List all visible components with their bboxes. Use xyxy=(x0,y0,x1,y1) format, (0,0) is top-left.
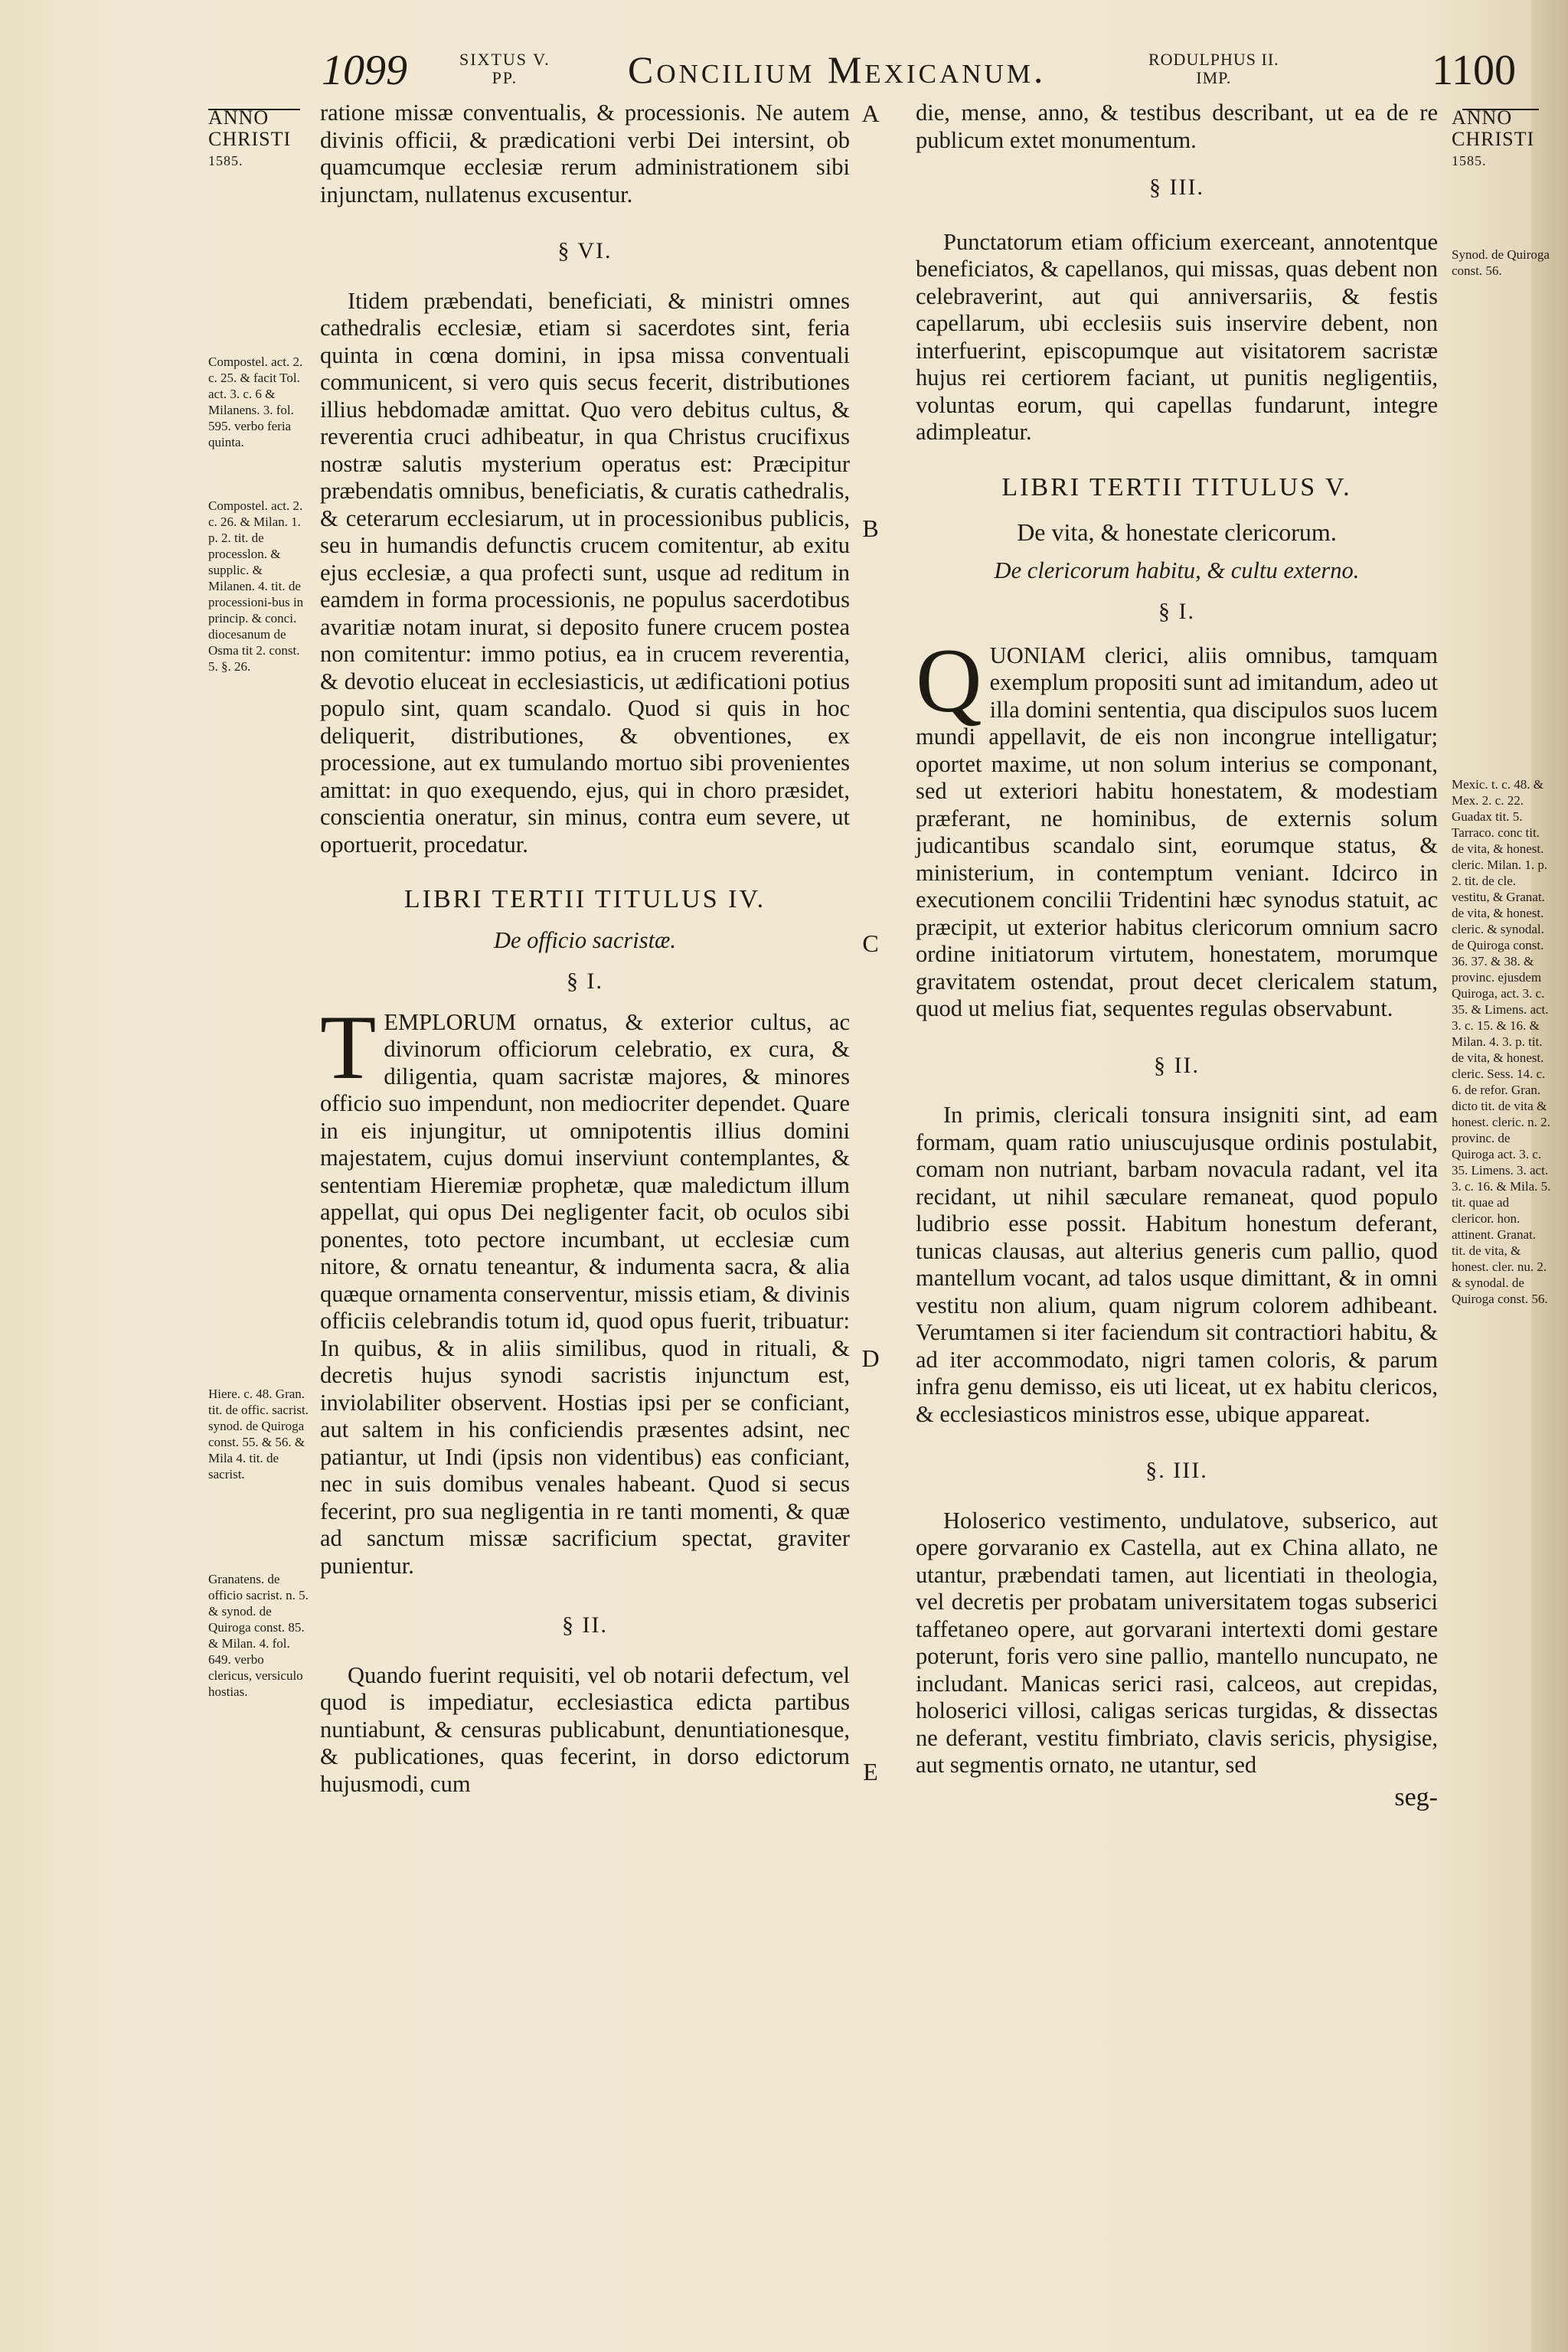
paragraph-section-2: Quando fuerint requisiti, vel ob notarii defectum, vel quod is impediatur, ecclesiastica edicta partibus nuntiabunt, & censuras publicabunt, denuntiationesque, & publicationes, quas fecerint, in dorso edictorum hujusmodi, cum xyxy=(320,1661,850,1797)
dropcap-t: T xyxy=(320,995,377,1098)
margin-note-left-1: Compostel. act. 2. c. 25. & facit Tol. act. 3. c. 6 & Milanens. 3. fol. 595. verbo feria quinta. xyxy=(208,354,303,449)
titulus-4-subtitle: De officio sacristæ. xyxy=(493,926,677,953)
paragraph-section-1 xyxy=(320,995,850,1580)
paragraph-section-3: Holoserico vestimento, undulatove, subserico, aut opere gorvaranio ex Castella, aut ex China allato, ne utantur, præbendati tamen, aut licentiati in theologia, vel decretis per probatam universitatem togas subserici taffetaneo opere, aut gorvarani intertexti domi gestare poterunt, foris vero sine pallio, mantello nuncupato, ne includant. Manicas serici rasi, calceos, aut crepidas, holoserici villosi, caligas sericas turgidas, & dissectas ne deferant, vestitu fimbriato, clavis sericis, physigise, aut segmentis ornato, ne utantur, sed xyxy=(916,1507,1438,1778)
anno-label: ANNO xyxy=(208,106,270,129)
section-heading-2: § II. xyxy=(1154,1052,1200,1078)
paragraph-continued: ratione missæ conventualis, & processionis. Ne autem divinis officii, & prædicationi verbi Dei intersint, ob quamcumque ecclesiæ rerum administrationem sibi injunctam, nullatenus excusentur. xyxy=(320,100,850,207)
section-letter-d: D xyxy=(861,1344,880,1372)
section-heading-3a: § III. xyxy=(1149,175,1204,200)
christi-label: CHRISTI xyxy=(208,128,292,150)
section-heading-1: § I. xyxy=(1158,599,1195,624)
running-head-right xyxy=(1148,51,1279,87)
section-letter-a: A xyxy=(861,100,880,127)
text-column-left xyxy=(320,100,850,1798)
running-title: Concilium Mexicanum. xyxy=(628,48,1047,91)
section-heading-6: § VI. xyxy=(557,238,612,263)
section-heading-2: § II. xyxy=(562,1612,608,1638)
titulus-5-subheading: De clericorum habitu, & cultu externo. xyxy=(994,557,1360,583)
catchword: seg- xyxy=(1394,1782,1438,1811)
running-head-right-line2: IMP. xyxy=(1196,68,1232,87)
paragraph-section-1-text: EMPLORUM ornatus, & exterior cultus, ac divinorum officiorum celebratio, ex cura, & diligentia, quam sacristæ majores, & minores officio suo impendunt, non mediocriter dependet. Quare in eis injungitur, ut omnipotentis illius domini majestatem, cujus domui inserviunt contemplantes, & sententiam Hieremiæ prophetæ, quæ maledictum illum appellat, qui opus Dei negligenter facit, ob oculos sibi ponentes, toto pectore incumbant, ut ecclesiæ cum nitore, & ornatu teneantur, & indumenta sacra, & alia quæque ornamenta conserventur, missis etiam, & divinis officiis celebrandis totum id, quod opus fuerit, tribuatur: In quibus, & in aliis similibus, quod in rituali, & decretis hujus synodi sacristis injunctum est, inviolabiliter observent. Hostias ipsi per se conficiant, aut saltem in his conficiendis præsentes adsint, nec patiantur, ut Indi (ipsis non videntibus) eas conficiant, nec in suis domibus venales habeant. Quod si secus fecerint, pro sua negligentia in re tanti momenti, & quæ ad sanctum missæ sacrificium spectat, graviter punientur. xyxy=(320,1008,850,1579)
margin-note-right-1: Synod. de Quiroga const. 56. xyxy=(1452,247,1550,278)
paragraph-section-1 xyxy=(916,629,1438,1023)
running-head-left xyxy=(459,51,550,87)
margin-note-left-2: Compostel. act. 2. c. 26. & Milan. 1. p. 2. tit. de processlon. & supplic. & Milanen. 4. tit. de processioni-bus in princip. & conci. diocesanum de Osma tit 2. const. 5. §. 26. xyxy=(208,498,304,674)
section-heading-1: § I. xyxy=(567,969,603,994)
section-heading-3: §. III. xyxy=(1145,1458,1208,1483)
titulus-5-subtitle: De vita, & honestate clericorum. xyxy=(1017,518,1337,546)
section-letter-e: E xyxy=(863,1758,878,1785)
running-head-left-line1: SIXTUS V. xyxy=(459,50,550,69)
anno-year: 1585. xyxy=(1452,153,1487,168)
text-column-right xyxy=(916,100,1438,1811)
running-head-right-line1: RODULPHUS II. xyxy=(1148,50,1279,69)
page-number-right: 1100 xyxy=(1432,47,1516,94)
section-letter-b: B xyxy=(862,514,879,542)
page-number-left: 1099 xyxy=(322,47,407,94)
paragraph-section-2: In primis, clericali tonsura insigniti sint, ad eam formam, quam ratio uniuscujusque ordinis postulabit, comam non nutriant, barbam novacula radant, vel ita recidant, ut nihil sæculare remaneat, quod populo ludibrio esse possit. Habitum honestum deferant, tunicas clausas, aut alterius generis cum pallio, quod mantellum vocant, ad talos usque dimittant, & in omni vestitu non alium, quam nigrum colorem adhibeant. Verumtamen si iter faciendum sit contractiori habitu, & ad iter accommodato, nigri tamen coloris, & parum infra genu demisso, eis uti liceat, ut ex habitu clericos, & ecclesiasticos ministros esse, ubique appareat. xyxy=(916,1102,1438,1427)
running-head-left-line2: PP. xyxy=(492,68,518,87)
margin-note-left-3: Hiere. c. 48. Gran. tit. de offic. sacrist. synod. de Quiroga const. 55. & 56. & Mila 4. tit. de sacrist. xyxy=(208,1387,309,1481)
titulus-4-heading: LIBRI TERTII TITULUS IV. xyxy=(403,885,766,913)
anno-christi-left xyxy=(208,107,311,172)
margin-note-right-2: Mexic. t. c. 48. & Mex. 2. c. 22. Guadax tit. 5. Tarraco. conc tit. de vita, & honest. cleric. Milan. 1. p. 2. tit. de cle. vestitu, & Granat. de vita, & honest. cleric. & synodal. de Quiroga const. 36. 37. & 38. & provinc. ejusdem Quiroga, act. 3. c. 35. & Limens. act. 3. c. 15. & 16. & Milan. 4. 3. p. tit. de vita, & honest. cleric. Sess. 14. c. 6. de refor. Gran. dicto tit. de vita & honest. cleric. n. 2. provinc. de Quiroga act. 3. c. 35. Limens. 3. act. 3. c. 16. & Mila. 5. tit. quae ad clericor. hon. attinent. Granat. tit. de vita, & honest. cler. nu. 2. & synodal. de Quiroga const. 56. xyxy=(1452,777,1551,1306)
margin-note-left-4: Granatens. de officio sacrist. n. 5. & synod. de Quiroga const. 85. & Milan. 4. fol. 649. verbo clericus, versiculo hostias. xyxy=(208,1572,309,1699)
titulus-5-heading: LIBRI TERTII TITULUS V. xyxy=(1001,472,1352,501)
dropcap-q: Q xyxy=(916,629,982,731)
paragraph-section-6: Itidem præbendati, beneficiati, & ministri omnes cathedralis ecclesiæ, etiam si sacerdotes sint, feria quinta in cœna domini, in ipsa missa conventuali communicent, si vero quis secus fecerit, distributiones illius hebdomadæ amittat. Quo vero debitus cultus, & reverentia cruci adhibeatur, in qua Christus crucifixus nostræ salutis mysterium operatus est: Præcipitur præbendatis omnibus, beneficiatis, & curatis cathedralis, & ceterarum ecclesiarum, ut in processionibus publicis, seu in humandis defunctis crucem comitentur, ab exitu ejus ecclesiæ, a qua profecti sunt, usque ad reditum in eamdem in forma processionis, ne populus sacerdotibus avaritiæ notam inurat, si deposito funere crucem postea non comitentur: immo potius, ea in crucem reverentia, & devotio eluceat in ecclesiasticis, ut ædificationi potius populo sint, quam scandalo. Quod si quis in hoc deliquerit, distributiones, & obventiones, ex processione, aut ex tumulando mortuo sibi provenientes amittat: in quo exequendo, ejus, qui in choro præsidet, conscientia oneratur, sin minus, contra eum severe, ut oportuerit, procedatur. xyxy=(320,287,850,858)
paragraph-section-1-text: UONIAM clerici, aliis omnibus, tamquam exemplum propositi sunt ad imitandum, adeo ut illa domini sententia, qua discipulos suos lucem mundi appellavit, de eis non incongrue intelligatur; oportet maxime, ut non solum interius se componant, sed ut exteriori habitu honestatem, & modestiam præferant, ne hominibus, de externis solum judicantibus scandalo sint, eorumque status, & ministerium, in contemptum veniant. Idcirco in executionem concilii Tridentini hæc synodus statuit, ac præcipit, ut exterior habitus clericorum omnium sacro ordine initiatorum virtutem, honestatem, morumque gravitatem ostendat, prout decet clericalem statum, quod ut melius fiat, sequentes regulas observabunt. xyxy=(916,642,1438,1021)
anno-label: ANNO xyxy=(1452,106,1513,129)
page-header xyxy=(322,46,1516,100)
anno-christi-right xyxy=(1452,107,1551,172)
paragraph-continued: die, mense, anno, & testibus describant, ut ea de re publicum extet monumentum. xyxy=(916,100,1438,153)
section-letter-c: C xyxy=(862,929,879,957)
christi-label: CHRISTI xyxy=(1452,128,1535,150)
anno-year: 1585. xyxy=(208,153,243,168)
paragraph-section-3a: Punctatorum etiam officium exerceant, annotentque beneficiatos, & capellanos, qui missas, quas debent non celebraverint, aut qui anniversariis, & festis capellarum, ubi ecclesiis suis inservire debent, non interfuerint, episcopumque aut visitatorem sacristæ hujus rei certiorem faciant, ut punitis negligentiis, voluntas eorum, qui capellas fundarunt, integre adimpleatur. xyxy=(916,228,1438,445)
